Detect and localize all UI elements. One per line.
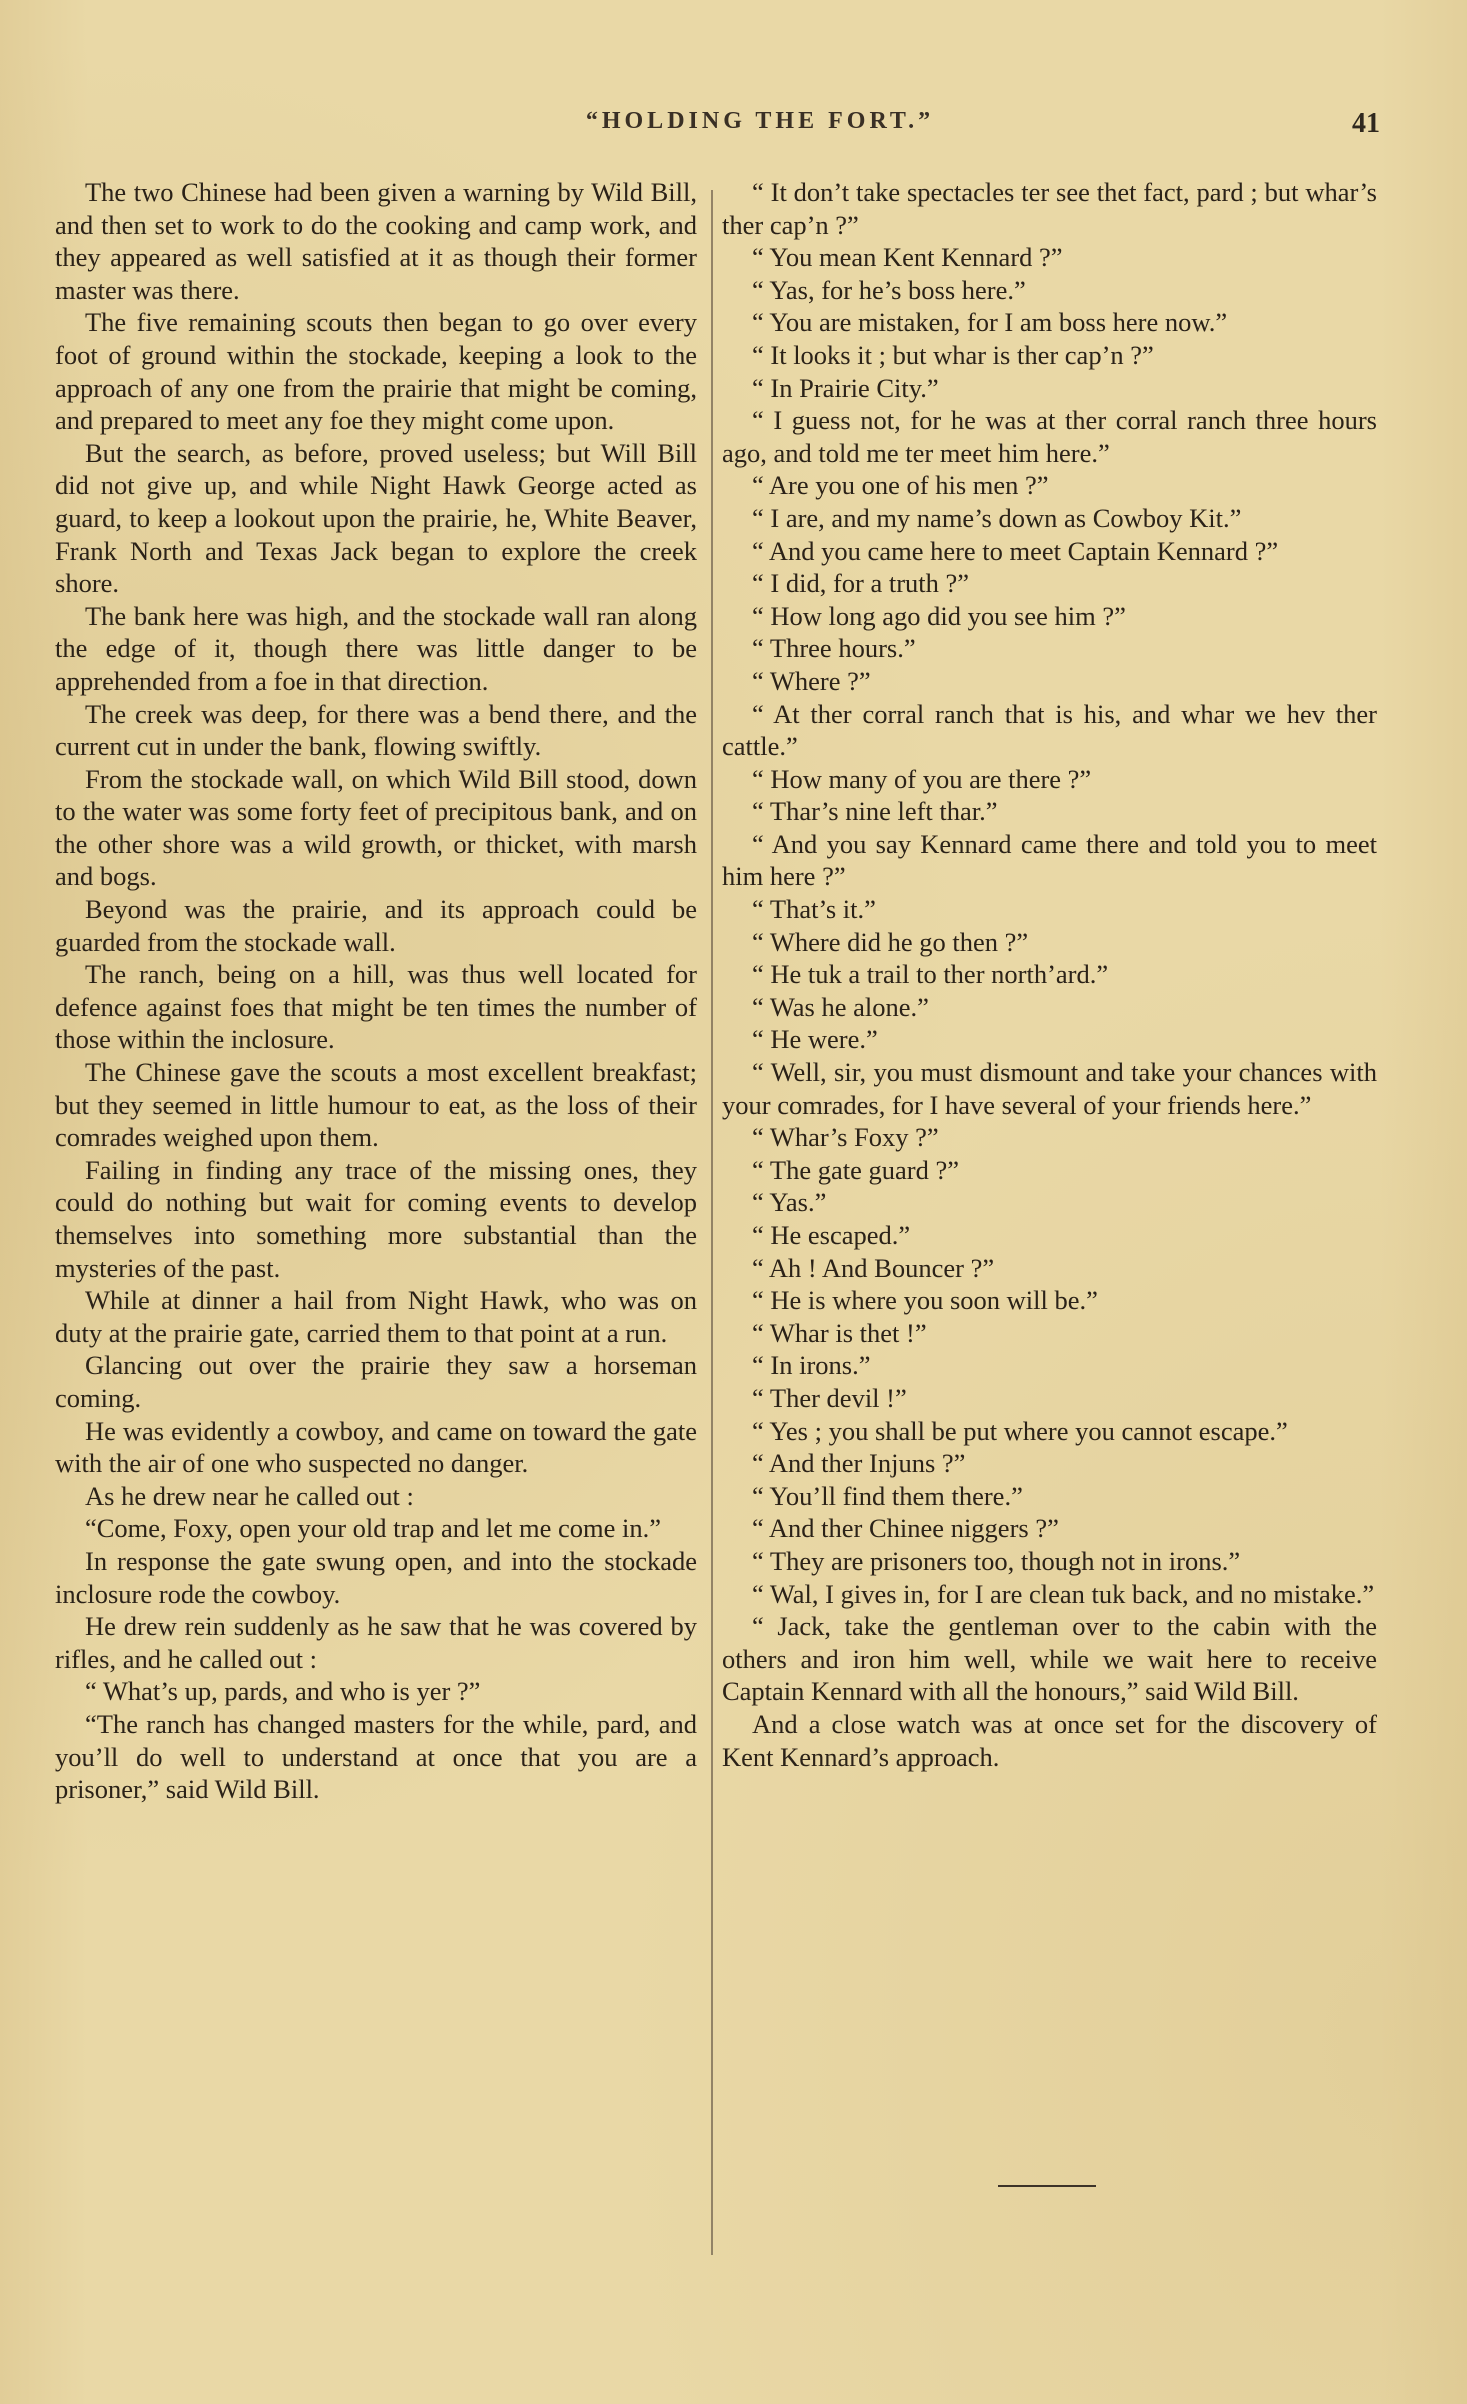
paragraph: “Come, Foxy, open your old trap and let me come in.” <box>85 1513 661 1544</box>
paragraph: The bank here was high, and the stockade wall ran along the edge of it, though there was little danger to be apprehended from a foe in that direction. <box>55 600 697 696</box>
paragraph: Glancing out over the prairie they saw a horseman coming. <box>55 1350 697 1413</box>
paragraph: “ Was he alone.” <box>752 991 929 1022</box>
paragraph: While at dinner a hail from Night Hawk, who was on duty at the prairie gate, carried them to that point at a run. <box>55 1285 697 1348</box>
paragraph: “ You mean Kent Kennard ?” <box>752 242 1063 273</box>
left-column <box>55 176 697 1806</box>
paragraph: “ How many of you are there ?” <box>752 763 1092 794</box>
paragraph: “ Wal, I gives in, for I are clean tuk back, and no mistake.” <box>752 1578 1375 1609</box>
page-number: 41 <box>1352 108 1380 139</box>
paragraph: Failing in finding any trace of the missing ones, they could do nothing but wait for coming events to develop themselves into something more substantial than the mysteries of the past. <box>55 1154 697 1283</box>
paragraph: “ Three hours.” <box>752 633 916 664</box>
paragraph: “ And you say Kennard came there and told you to meet him here ?” <box>722 828 1377 892</box>
right-column <box>722 176 1377 1773</box>
paragraph: “ And you came here to meet Captain Kennard ?” <box>752 535 1279 566</box>
paragraph: From the stockade wall, on which Wild Bill stood, down to the water was some forty feet of precipitous bank, and on the other shore was a wild growth, or thicket, with marsh and bogs. <box>55 763 697 892</box>
paragraph: But the search, as before, proved useless; but Will Bill did not give up, and while Night Hawk George acted as guard, to keep a lookout upon the prairie, he, White Beaver, Frank North and Texas Jack began to explore the creek shore. <box>55 437 697 599</box>
paragraph: “ Ah ! And Bouncer ?” <box>752 1252 995 1283</box>
paragraph: “ Where ?” <box>752 665 871 696</box>
paragraph: “The ranch has changed masters for the while, pard, and you’ll do well to understand at once that you are a prisoner,” said Wild Bill. <box>55 1708 697 1805</box>
paragraph: “ He tuk a trail to ther north’ard.” <box>752 959 1109 990</box>
running-title: “HOLDING THE FORT.” <box>585 108 935 134</box>
paragraph: “ Are you one of his men ?” <box>752 470 1049 501</box>
paragraph: “ He is where you soon will be.” <box>752 1285 1098 1316</box>
paragraph: “ Whar is thet !” <box>752 1317 927 1348</box>
paragraph: “ He escaped.” <box>752 1220 911 1250</box>
paragraph: “ I are, and my name’s down as Cowboy Kit.” <box>752 502 1242 533</box>
paragraph: “ In Prairie City.” <box>752 372 939 403</box>
column-divider <box>711 190 713 2255</box>
paragraph: “ Well, sir, you must dismount and take your chances with your comrades, for I have several of your friends here.” <box>722 1057 1377 1120</box>
paragraph: “ That’s it.” <box>752 894 876 925</box>
paragraph: The five remaining scouts then began to go over every foot of ground within the stockade, keeping a look to the approach of any one from the prairie that might be coming, and prepared to meet any foe they might come upon. <box>55 307 697 436</box>
paragraph: He was evidently a cowboy, and came on toward the gate with the air of one who suspected no danger. <box>55 1415 697 1479</box>
paragraph: “ You are mistaken, for I am boss here now.” <box>752 307 1228 338</box>
paragraph: “ And ther Injuns ?” <box>752 1448 966 1479</box>
paragraph: And a close watch was at once set for the discovery of Kent Kennard’s approach. <box>722 1708 1377 1772</box>
paragraph: As he drew near he called out : <box>85 1480 414 1511</box>
paragraph: “ I guess not, for he was at ther corral ranch three hours ago, and told me ter meet him here.” <box>722 405 1377 468</box>
paragraph: “ At ther corral ranch that is his, and whar we hev ther cattle.” <box>722 698 1377 762</box>
paragraph: “ What’s up, pards, and who is yer ?” <box>85 1676 481 1707</box>
paragraph: “ In irons.” <box>752 1350 871 1381</box>
paragraph: “ And ther Chinee niggers ?” <box>752 1513 1059 1544</box>
paragraph: “ It looks it ; but whar is ther cap’n ?” <box>752 339 1154 370</box>
paragraph: “ Whar’s Foxy ?” <box>752 1122 939 1153</box>
paragraph: The ranch, being on a hill, was thus well located for defence against foes that might be ten times the number of those within the inclosure. <box>55 959 697 1055</box>
paragraph: “ The gate guard ?” <box>752 1154 959 1185</box>
paragraph: The creek was deep, for there was a bend there, and the current cut in under the bank, flowing swiftly. <box>55 698 697 762</box>
paragraph: The Chinese gave the scouts a most excellent breakfast; but they seemed in little humour to eat, as the loss of their comrades weighed upon them. <box>55 1057 697 1153</box>
paragraph: “ Yes ; you shall be put where you cannot escape.” <box>752 1415 1288 1446</box>
paragraph: “ It don’t take spectacles ter see thet fact, pard ; but whar’s ther cap’n ?” <box>722 177 1377 240</box>
paragraph: “ Yas, for he’s boss here.” <box>752 274 1026 305</box>
paragraph: “ Thar’s nine left thar.” <box>752 796 998 827</box>
end-of-chapter-rule <box>998 2185 1096 2187</box>
paragraph: The two Chinese had been given a warning by Wild Bill, and then set to work to do the cooking and camp work, and they appeared as well satisfied at it as though their former master was there. <box>55 177 697 305</box>
paragraph: “ How long ago did you see him ?” <box>752 600 1126 631</box>
paragraph: “ Jack, take the gentleman over to the cabin with the others and iron him well, while we wait here to receive Captain Kennard with all the honours,” said Wild Bill. <box>722 1611 1377 1707</box>
paragraph: Beyond was the prairie, and its approach could be guarded from the stockade wall. <box>55 894 697 957</box>
paragraph: He drew rein suddenly as he saw that he was covered by rifles, and he called out : <box>55 1611 697 1674</box>
paragraph: “ I did, for a truth ?” <box>752 568 970 599</box>
paragraph: “ He were.” <box>752 1024 878 1055</box>
paragraph: “ Ther devil !” <box>752 1382 907 1413</box>
running-head <box>520 108 1380 148</box>
paragraph: In response the gate swung open, and into the stockade inclosure rode the cowboy. <box>55 1545 697 1609</box>
paragraph: “ You’ll find them there.” <box>752 1480 1023 1511</box>
paragraph: “ Yas.” <box>752 1187 827 1218</box>
paragraph: “ Where did he go then ?” <box>752 926 1029 957</box>
paragraph: “ They are prisoners too, though not in irons.” <box>752 1545 1241 1576</box>
